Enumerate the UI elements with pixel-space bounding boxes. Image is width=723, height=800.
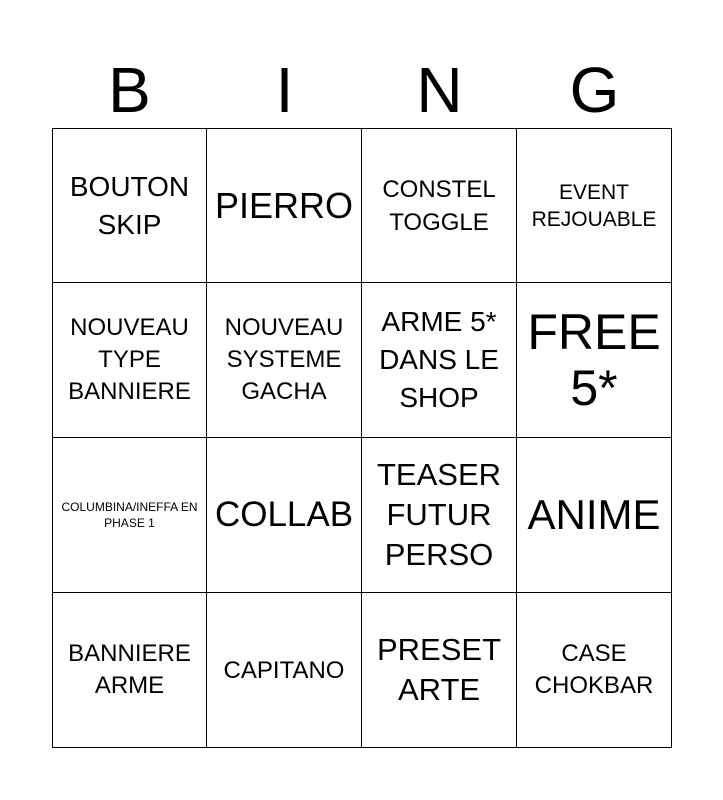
bingo-cell[interactable] (517, 283, 672, 438)
cell-label: ARME 5* DANS LE SHOP (379, 306, 499, 413)
bingo-cell[interactable] (362, 283, 517, 438)
bingo-cell[interactable] (207, 128, 362, 283)
cell-label: COLUMBINA/INEFFA EN PHASE 1 (61, 500, 198, 530)
cell-label: BOUTON SKIP (69, 170, 190, 240)
cell-label: PIERRO (214, 184, 354, 226)
bingo-cell[interactable] (362, 128, 517, 283)
header-letter-g: G (569, 54, 620, 126)
bingo-cell[interactable] (517, 593, 672, 748)
bingo-cell[interactable] (52, 283, 207, 438)
cell-label: FREE 5* (527, 304, 661, 416)
cell-label: BANNIERE ARME (68, 640, 191, 699)
cell-label: TEASER FUTUR PERSO (376, 457, 502, 572)
cell-label: ANIME (527, 491, 661, 538)
header-letter-b: B (108, 54, 151, 126)
bingo-cell[interactable] (362, 438, 517, 593)
bingo-header (52, 52, 672, 128)
bingo-cell[interactable] (52, 128, 207, 283)
cell-label: COLLAB (214, 495, 354, 534)
cell-label: PRESET ARTE (376, 632, 502, 707)
bingo-cell[interactable] (52, 593, 207, 748)
header-letter-i: I (275, 54, 294, 126)
cell-label: CAPITANO (223, 656, 345, 684)
cell-label: CONSTEL TOGGLE (382, 175, 496, 236)
bingo-cell[interactable] (517, 438, 672, 593)
cell-label: EVENT REJOUABLE (531, 180, 657, 231)
cell-label: NOUVEAU TYPE BANNIERE (68, 314, 191, 405)
header-letter-n: N (416, 54, 463, 126)
bingo-cell[interactable] (207, 593, 362, 748)
bingo-board (52, 128, 672, 748)
cell-label: NOUVEAU SYSTEME GACHA (224, 314, 344, 405)
cell-label: CASE CHOKBAR (534, 640, 654, 699)
bingo-cell[interactable] (207, 283, 362, 438)
bingo-cell[interactable] (207, 438, 362, 593)
bingo-cell[interactable] (52, 438, 207, 593)
bingo-cell[interactable] (362, 593, 517, 748)
bingo-cell[interactable] (517, 128, 672, 283)
